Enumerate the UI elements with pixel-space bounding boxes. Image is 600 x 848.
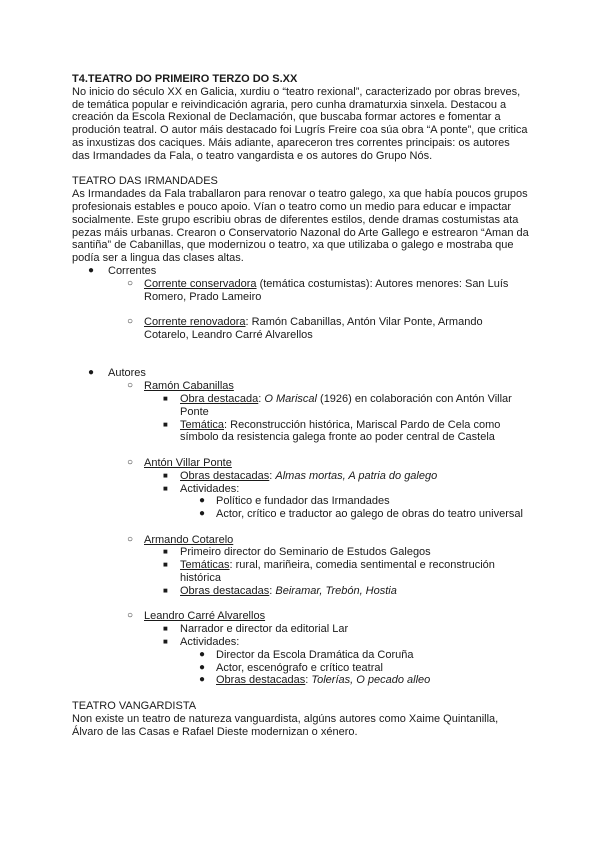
bullet-disc-icon: ● (199, 674, 206, 686)
list-item-carre-actividades: ■ Actividades: (163, 636, 240, 649)
bullet-disc-icon: ● (199, 661, 206, 673)
bullet-circle-icon: ○ (127, 610, 134, 622)
irmandades-paragraph: As Irmandades da Fala traballaron para renovar o teatro galego, xa que había poucos grupos profesionais estables e pouco apoio. Vían o teatro como un medio para educar e impactar socialmente. Este grupo escribiu obras de diferentes estilos, dende dramas costumistas ata pezas máis urbanas. Crearon o Conservatorio Nazonal do Arte Gallego e estrearon “Aman da santiña” de Cabanillas, que modernizou o teatro, xa que utilizaba o galego e mostraba que podía ser a lingua das clases altas. (72, 188, 529, 265)
bullet-circle-icon: ○ (127, 277, 134, 289)
list-item-correntes: ● Correntes (88, 264, 157, 277)
bullet-disc-icon: ● (88, 367, 95, 379)
bullet-disc-icon: ● (199, 648, 206, 660)
bullet-square-icon: ■ (163, 547, 168, 557)
list-item-renovadora: ○ Corrente renovadora: Ramón Cabanillas, Antón Vilar Ponte, Armando Cotarelo, Leandro Carré Alvarellos (127, 316, 483, 341)
irmandades-list (72, 265, 530, 687)
bullet-circle-icon: ○ (127, 533, 134, 545)
intro-paragraph: No inicio do século XX en Galicia, xurdiu o “teatro rexional”, caracterizado por obras breves, de temática popular e reivindicación agraria, pero cunha dramaturxia sinxela. Destacou a creación da Escola Rexional de Declamación, que buscaba formar actores e fomentar a produción teatral. O autor máis destacado foi Lugrís Freire coa súa obra “A ponte”, que critica as inxustizas dos caciques. Máis adiante, apareceron tres correntes principais: os autores das Irmandades da Fala, o teatro vangardista e os autores do Grupo Nós. (72, 85, 528, 162)
list-item-cotarelo-obras: ■ Obras destacadas: Beiramar, Trebón, Hostia (163, 584, 397, 597)
author-vilar-ponte: ○ Antón Villar Ponte (127, 456, 232, 469)
vangardista-paragraph: Non existe un teatro de natureza vanguardista, algúns autores como Xaime Quintanilla, Álvaro de las Casas e Rafael Dieste modernizan o xénero. (72, 712, 499, 738)
bullet-circle-icon: ○ (127, 456, 134, 468)
author-cotarelo: ○ Armando Cotarelo (127, 533, 234, 546)
author-cabanillas: ○ Ramón Cabanillas (127, 380, 234, 393)
bullet-circle-icon: ○ (127, 316, 134, 328)
list-item-vilar-act1: ● Político e fundador das Irmandades (199, 495, 390, 508)
bullet-square-icon: ■ (163, 585, 168, 595)
list-item-cabanillas-obra: ■ Obra destacada: O Mariscal (1926) en colaboración con Antón Villar Ponte (163, 392, 512, 418)
bullet-square-icon: ■ (163, 560, 168, 570)
list-item-conservadora: ○ Corrente conservadora (temática costumistas): Autores menores: San Luís Romero, Prado Lameiro (127, 277, 509, 303)
list-item-vilar-obras: ■ Obras destacadas: Almas mortas, A patria do galego (163, 469, 438, 482)
list-item-vilar-actividades: ■ Actividades: (163, 482, 240, 495)
bullet-disc-icon: ● (88, 264, 95, 276)
author-carre-alvarellos: ○ Leandro Carré Alvarellos (127, 610, 266, 623)
list-item-carre-act2: ● Actor, escenógrafo e crítico teatral (199, 661, 383, 674)
list-item-carre-act1: ● Director da Escola Dramática da Coruña (199, 648, 414, 661)
bullet-disc-icon: ● (199, 508, 206, 520)
bullet-square-icon: ■ (163, 637, 168, 647)
list-item-vilar-act2: ● Actor, crítico e traductor ao galego de obras do teatro universal (199, 508, 523, 521)
irmandades-heading: TEATRO DAS IRMANDADES (72, 175, 218, 188)
list-item-cotarelo-director: ■ Primeiro director do Seminario de Estudos Galegos (163, 546, 431, 559)
vangardista-heading: TEATRO VANGARDISTA (72, 700, 197, 713)
bullet-disc-icon: ● (199, 495, 206, 507)
document-title: T4.TEATRO DO PRIMEIRO TERZO DO S.XX (72, 73, 298, 85)
bullet-square-icon: ■ (163, 419, 168, 429)
list-item-carre-obras: ● Obras destacadas: Tolerías, O pecado alleo (199, 674, 431, 687)
bullet-square-icon: ■ (163, 393, 168, 403)
list-item-cotarelo-tematicas: ■ Temáticas: rural, mariñeira, comedia sentimental e reconstrución histórica (163, 559, 495, 585)
bullet-circle-icon: ○ (127, 380, 134, 392)
list-item-cabanillas-tematica: ■ Temática: Reconstrucción histórica, Mariscal Pardo de Cela como símbolo da resistencia galega fronte ao poder central de Castela (163, 418, 501, 444)
list-item-carre-narrador: ■ Narrador e director da editorial Lar (163, 623, 349, 636)
list-item-autores: ● Autores (88, 367, 146, 380)
bullet-square-icon: ■ (163, 470, 168, 480)
bullet-square-icon: ■ (163, 483, 168, 493)
bullet-square-icon: ■ (163, 624, 168, 634)
document-page (72, 73, 530, 738)
